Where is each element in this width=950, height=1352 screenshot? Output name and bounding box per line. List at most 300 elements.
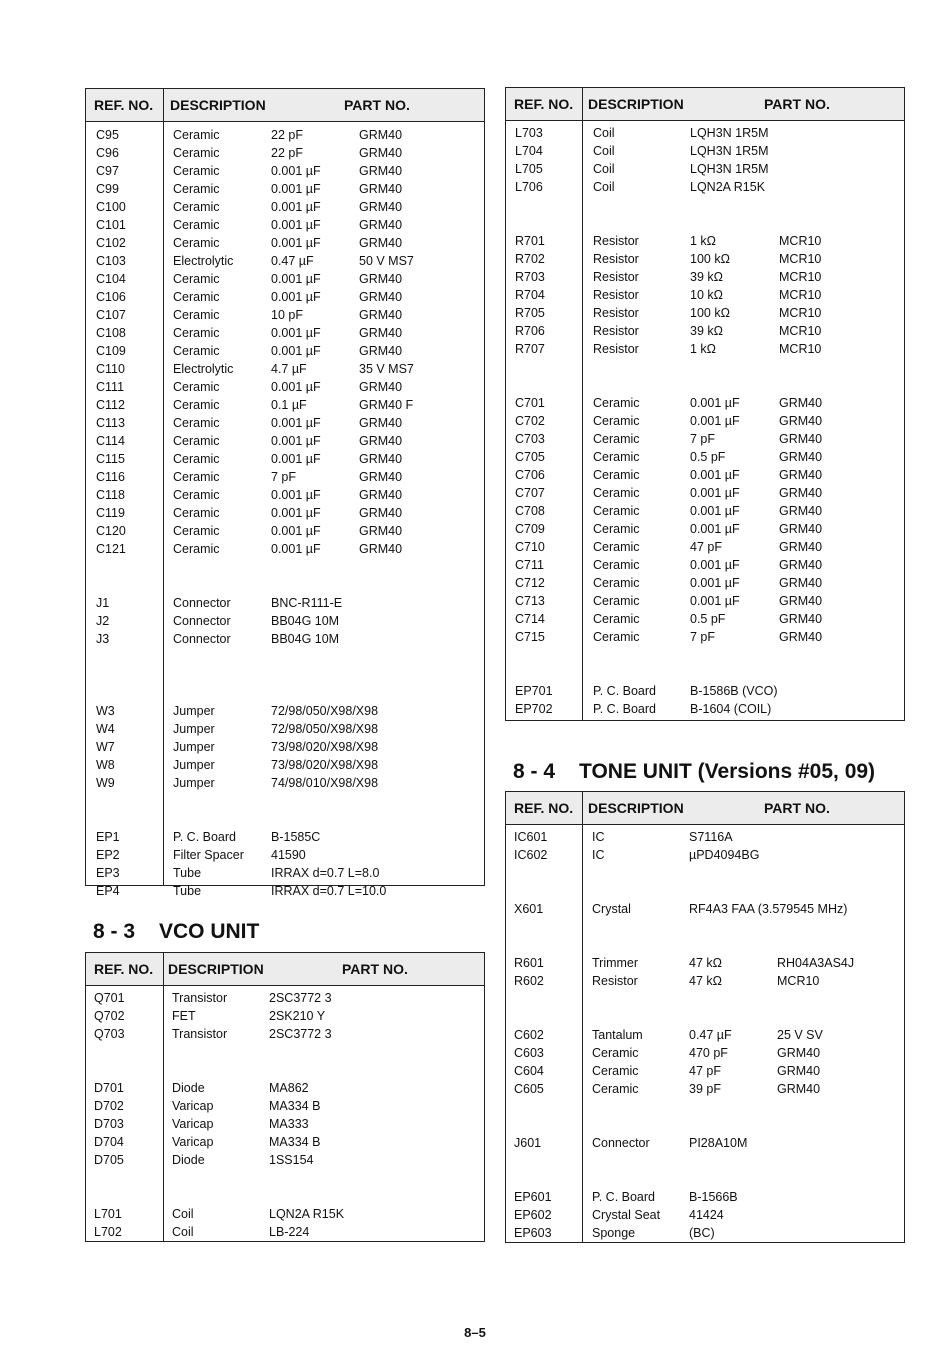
ref-no-cell: W3: [96, 704, 115, 718]
part-no-header: PART NO.: [342, 961, 408, 977]
table-row: [86, 540, 484, 558]
parts-table-main: [85, 88, 485, 898]
description-cell: Ceramic: [593, 612, 640, 626]
ref-no-cell: C112: [96, 398, 125, 412]
part-no-cell: 39 kΩ: [690, 324, 723, 338]
part-type-cell: GRM40: [359, 380, 403, 394]
table-row: [506, 1062, 904, 1080]
ref-no-cell: IC601: [514, 830, 548, 844]
part-no-cell: LQH3N 1R5M: [690, 162, 769, 176]
part-type-cell: GRM40: [359, 218, 403, 232]
description-cell: Resistor: [593, 288, 639, 302]
table-row: [86, 216, 484, 234]
ref-no-cell: EP701: [515, 684, 553, 698]
table-row: [86, 989, 484, 1007]
table-row: [506, 322, 904, 340]
description-cell: Trimmer: [592, 956, 639, 970]
table-row: [86, 234, 484, 252]
description-cell: Resistor: [593, 270, 639, 284]
ref-no-cell: C99: [96, 182, 119, 196]
description-cell: P. C. Board: [593, 702, 657, 716]
ref-no-header: REF. NO.: [94, 97, 154, 113]
ref-no-cell: C120: [96, 524, 126, 538]
table-row: [506, 954, 904, 972]
ref-no-header: REF. NO.: [94, 961, 154, 977]
ref-no-cell: J3: [96, 632, 110, 646]
ref-no-cell: C705: [515, 450, 545, 464]
description-cell: Diode: [172, 1153, 205, 1167]
ref-no-cell: L705: [515, 162, 543, 176]
part-no-cell: 7 pF: [271, 470, 297, 484]
description-cell: Jumper: [173, 740, 215, 754]
description-cell: Resistor: [592, 974, 638, 988]
part-type-cell: GRM40 F: [359, 398, 414, 412]
table-row: [86, 720, 484, 738]
part-no-cell: IRRAX d=0.7 L=10.0: [271, 884, 387, 898]
description-cell: Ceramic: [173, 524, 220, 538]
part-type-cell: GRM40: [359, 164, 403, 178]
description-cell: Ceramic: [593, 450, 640, 464]
part-type-cell: MCR10: [779, 270, 822, 284]
ref-no-cell: C114: [96, 434, 125, 448]
description-cell: Ceramic: [173, 452, 220, 466]
description-cell: Jumper: [173, 776, 215, 790]
description-cell: Ceramic: [593, 630, 640, 644]
table-row: [86, 252, 484, 270]
table-row: [86, 522, 484, 540]
ref-no-cell: R702: [515, 252, 545, 266]
ref-no-cell: C712: [515, 576, 545, 590]
ref-no-cell: C103: [96, 254, 126, 268]
part-no-cell: 0.001 µF: [271, 524, 321, 538]
parts-table-vco: [85, 952, 485, 1242]
part-no-cell: 0.001 µF: [690, 504, 740, 518]
part-no-cell: 22 pF: [271, 146, 303, 160]
part-type-cell: GRM40: [359, 236, 403, 250]
ref-no-cell: D704: [94, 1135, 124, 1149]
description-cell: Crystal: [592, 902, 631, 916]
ref-no-cell: C95: [96, 128, 119, 142]
table-row: [506, 412, 904, 430]
description-cell: Connector: [173, 614, 231, 628]
part-no-header: PART NO.: [764, 96, 830, 112]
description-cell: Ceramic: [173, 416, 220, 430]
description-cell: Coil: [172, 1225, 194, 1239]
part-no-cell: IRRAX d=0.7 L=8.0: [271, 866, 380, 880]
ref-no-cell: C96: [96, 146, 119, 160]
description-cell: Ceramic: [173, 308, 220, 322]
table-row: [506, 142, 904, 160]
part-type-cell: GRM40: [359, 290, 403, 304]
section-title: VCO UNIT: [159, 920, 260, 943]
part-type-cell: GRM40: [359, 200, 403, 214]
part-no-cell: 0.001 µF: [690, 414, 740, 428]
table-row: [86, 828, 484, 846]
description-cell: Varicap: [172, 1117, 214, 1131]
description-cell: Ceramic: [593, 396, 640, 410]
part-type-cell: GRM40: [359, 272, 403, 286]
ref-no-cell: D702: [94, 1099, 124, 1113]
description-cell: Electrolytic: [173, 254, 234, 268]
table-row: [86, 864, 484, 882]
table-row: [86, 180, 484, 198]
table-row: [86, 774, 484, 792]
description-cell: Resistor: [593, 342, 639, 356]
ref-no-cell: EP603: [514, 1226, 552, 1240]
part-type-cell: MCR10: [779, 288, 822, 302]
ref-no-cell: C102: [96, 236, 126, 250]
table-row: [86, 882, 484, 900]
ref-no-cell: C708: [515, 504, 545, 518]
part-no-cell: 47 kΩ: [689, 974, 722, 988]
part-no-cell: 7 pF: [690, 432, 716, 446]
description-cell: Ceramic: [593, 432, 640, 446]
description-cell: FET: [172, 1009, 196, 1023]
part-no-cell: 47 pF: [690, 540, 722, 554]
part-type-cell: GRM40: [359, 452, 403, 466]
part-no-cell: 0.001 µF: [271, 200, 321, 214]
part-no-cell: 0.47 µF: [271, 254, 314, 268]
part-type-cell: GRM40: [779, 468, 823, 482]
description-cell: Ceramic: [173, 542, 220, 556]
parts-table-tone: [505, 791, 905, 1243]
table-row: [506, 160, 904, 178]
description-cell: Ceramic: [593, 576, 640, 590]
table-row: [506, 1080, 904, 1098]
part-no-header: PART NO.: [344, 97, 410, 113]
ref-no-cell: L702: [94, 1225, 122, 1239]
table-row: [506, 556, 904, 574]
ref-no-cell: D703: [94, 1117, 124, 1131]
description-cell: Varicap: [172, 1099, 214, 1113]
part-no-cell: 100 kΩ: [690, 252, 730, 266]
part-no-cell: 47 pF: [689, 1064, 721, 1078]
part-no-cell: 0.001 µF: [690, 468, 740, 482]
description-cell: IC: [592, 848, 605, 862]
part-no-cell: LB-224: [269, 1225, 310, 1239]
table-row: [506, 502, 904, 520]
ref-no-cell: IC602: [514, 848, 548, 862]
ref-no-cell: C702: [515, 414, 545, 428]
table-row: [506, 304, 904, 322]
part-type-cell: MCR10: [779, 252, 822, 266]
ref-no-cell: EP602: [514, 1208, 552, 1222]
part-no-cell: 1 kΩ: [690, 342, 717, 356]
ref-no-cell: R601: [514, 956, 544, 970]
table-row: [86, 1007, 484, 1025]
description-cell: Ceramic: [173, 326, 220, 340]
table-row: [506, 232, 904, 250]
description-cell: Diode: [172, 1081, 205, 1095]
part-no-cell: 0.001 µF: [271, 542, 321, 556]
description-cell: Ceramic: [173, 218, 220, 232]
ref-no-cell: C118: [96, 488, 125, 502]
section-number: 8 - 4: [513, 760, 556, 783]
part-no-cell: LQH3N 1R5M: [690, 144, 769, 158]
description-cell: Ceramic: [173, 236, 220, 250]
ref-no-header: REF. NO.: [514, 96, 574, 112]
part-no-cell: 4.7 µF: [271, 362, 307, 376]
table-row: [506, 394, 904, 412]
part-type-cell: GRM40: [779, 612, 823, 626]
part-no-cell: 0.001 µF: [271, 506, 321, 520]
description-header: DESCRIPTION: [168, 961, 264, 977]
table-row: [86, 324, 484, 342]
ref-no-cell: C108: [96, 326, 126, 340]
ref-no-cell: C109: [96, 344, 126, 358]
part-no-cell: 7 pF: [690, 630, 716, 644]
table-row: [506, 538, 904, 556]
ref-no-cell: W7: [96, 740, 115, 754]
ref-no-cell: X601: [514, 902, 544, 916]
description-cell: Ceramic: [592, 1064, 639, 1078]
table-row: [86, 630, 484, 648]
ref-no-cell: W8: [96, 758, 115, 772]
description-cell: Coil: [593, 180, 615, 194]
description-cell: Ceramic: [173, 488, 220, 502]
ref-no-header: REF. NO.: [514, 800, 574, 816]
ref-no-cell: C714: [515, 612, 545, 626]
part-no-cell: 0.001 µF: [271, 434, 321, 448]
ref-no-cell: R706: [515, 324, 545, 338]
table-row: [506, 340, 904, 358]
description-cell: P. C. Board: [592, 1190, 656, 1204]
description-cell: Tube: [173, 866, 202, 880]
part-no-cell: (BC): [689, 1226, 715, 1240]
parts-table-vco-cont: [505, 87, 905, 721]
ref-no-cell: C605: [514, 1082, 544, 1096]
description-cell: Resistor: [593, 252, 639, 266]
description-header: DESCRIPTION: [170, 97, 266, 113]
table-row: [506, 1224, 904, 1242]
part-no-cell: 0.001 µF: [271, 272, 321, 286]
part-type-cell: GRM40: [777, 1046, 821, 1060]
part-no-cell: B-1566B: [689, 1190, 738, 1204]
part-no-cell: 39 pF: [689, 1082, 721, 1096]
table-row: [86, 1025, 484, 1043]
part-type-cell: GRM40: [777, 1064, 821, 1078]
part-type-cell: GRM40: [359, 506, 403, 520]
description-cell: P. C. Board: [593, 684, 657, 698]
table-row: [86, 306, 484, 324]
ref-no-cell: C121: [96, 542, 126, 556]
part-no-cell: 0.001 µF: [690, 486, 740, 500]
description-cell: Ceramic: [593, 522, 640, 536]
description-cell: Crystal Seat: [592, 1208, 661, 1222]
part-no-cell: 0.5 pF: [690, 450, 726, 464]
table-row: [506, 1044, 904, 1062]
part-type-cell: GRM40: [779, 450, 823, 464]
part-type-cell: GRM40: [359, 542, 403, 556]
table-row: [506, 828, 904, 846]
ref-no-cell: C711: [515, 558, 544, 572]
part-no-cell: LQN2A R15K: [690, 180, 766, 194]
ref-no-cell: C110: [96, 362, 125, 376]
ref-no-cell: J1: [96, 596, 110, 610]
part-no-cell: 2SC3772 3: [269, 991, 332, 1005]
description-cell: Ceramic: [173, 290, 220, 304]
table-row: [86, 414, 484, 432]
table-row: [86, 126, 484, 144]
ref-no-cell: C104: [96, 272, 126, 286]
part-no-cell: PI28A10M: [689, 1136, 748, 1150]
ref-no-cell: C706: [515, 468, 545, 482]
part-no-cell: 470 pF: [689, 1046, 728, 1060]
part-type-cell: GRM40: [359, 524, 403, 538]
table-row: [86, 360, 484, 378]
ref-no-cell: EP4: [96, 884, 120, 898]
ref-no-cell: C107: [96, 308, 126, 322]
description-cell: Ceramic: [173, 344, 220, 358]
part-no-cell: 10 pF: [271, 308, 303, 322]
ref-no-cell: R707: [515, 342, 545, 356]
part-no-cell: 0.001 µF: [271, 236, 321, 250]
table-row: [86, 738, 484, 756]
table-row: [86, 1223, 484, 1241]
ref-no-cell: W9: [96, 776, 115, 790]
ref-no-cell: C707: [515, 486, 545, 500]
table-row: [86, 846, 484, 864]
description-cell: Ceramic: [173, 398, 220, 412]
table-row: [506, 610, 904, 628]
part-no-cell: 1SS154: [269, 1153, 314, 1167]
description-header: DESCRIPTION: [588, 96, 684, 112]
part-no-cell: MA334 B: [269, 1099, 321, 1113]
description-cell: Ceramic: [593, 504, 640, 518]
part-type-cell: MCR10: [779, 324, 822, 338]
table-row: [86, 198, 484, 216]
ref-no-cell: C116: [96, 470, 125, 484]
part-no-cell: 47 kΩ: [689, 956, 722, 970]
part-no-cell: RF4A3 FAA (3.579545 MHz): [689, 902, 848, 916]
part-type-cell: GRM40: [779, 630, 823, 644]
description-cell: Ceramic: [592, 1046, 639, 1060]
description-cell: Ceramic: [173, 434, 220, 448]
ref-no-cell: C119: [96, 506, 125, 520]
table-row: [86, 1133, 484, 1151]
table-row: [506, 520, 904, 538]
ref-no-cell: C111: [96, 380, 125, 394]
section-number: 8 - 3: [93, 920, 136, 943]
table-row: [506, 1206, 904, 1224]
ref-no-cell: EP2: [96, 848, 120, 862]
description-cell: Coil: [593, 126, 615, 140]
part-no-cell: 72/98/050/X98/X98: [271, 722, 379, 736]
part-type-cell: GRM40: [779, 396, 823, 410]
description-cell: Ceramic: [593, 540, 640, 554]
part-type-cell: GRM40: [359, 434, 403, 448]
part-no-cell: 0.5 pF: [690, 612, 726, 626]
description-cell: Tube: [173, 884, 202, 898]
description-cell: Ceramic: [173, 146, 220, 160]
part-type-cell: 50 V MS7: [359, 254, 414, 268]
description-cell: Coil: [593, 144, 615, 158]
table-row: [506, 430, 904, 448]
description-cell: Ceramic: [173, 272, 220, 286]
part-no-cell: B-1586B (VCO): [690, 684, 778, 698]
part-type-cell: GRM40: [779, 504, 823, 518]
description-cell: Coil: [172, 1207, 194, 1221]
ref-no-cell: C603: [514, 1046, 544, 1060]
table-row: [86, 1079, 484, 1097]
ref-no-cell: R705: [515, 306, 545, 320]
part-no-cell: 2SK210 Y: [269, 1009, 326, 1023]
part-no-cell: 1 kΩ: [690, 234, 717, 248]
ref-no-cell: C715: [515, 630, 545, 644]
table-row: [506, 628, 904, 646]
table-row: [86, 612, 484, 630]
ref-no-cell: C106: [96, 290, 126, 304]
ref-no-cell: C710: [515, 540, 545, 554]
description-cell: IC: [592, 830, 605, 844]
ref-no-cell: R703: [515, 270, 545, 284]
description-cell: Ceramic: [173, 380, 220, 394]
description-cell: Varicap: [172, 1135, 214, 1149]
table-row: [86, 594, 484, 612]
table-row: [86, 378, 484, 396]
part-no-cell: 74/98/010/X98/X98: [271, 776, 379, 790]
part-type-cell: GRM40: [359, 326, 403, 340]
table-row: [86, 1115, 484, 1133]
table-row: [506, 592, 904, 610]
table-row: [506, 700, 904, 718]
part-type-cell: GRM40: [779, 432, 823, 446]
part-type-cell: GRM40: [779, 540, 823, 554]
part-no-cell: 0.001 µF: [690, 396, 740, 410]
ref-no-cell: D701: [94, 1081, 124, 1095]
part-type-cell: GRM40: [359, 344, 403, 358]
ref-no-cell: C709: [515, 522, 545, 536]
part-no-cell: 22 pF: [271, 128, 303, 142]
table-row: [86, 396, 484, 414]
part-no-cell: 2SC3772 3: [269, 1027, 332, 1041]
ref-no-cell: C100: [96, 200, 126, 214]
part-no-cell: 41424: [689, 1208, 724, 1222]
table-row: [86, 270, 484, 288]
ref-no-cell: C703: [515, 432, 545, 446]
part-type-cell: 35 V MS7: [359, 362, 414, 376]
description-cell: Jumper: [173, 722, 215, 736]
tone-unit-heading: [513, 760, 875, 784]
table-row: [86, 504, 484, 522]
part-type-cell: 25 V SV: [777, 1028, 823, 1042]
part-no-cell: 72/98/050/X98/X98: [271, 704, 379, 718]
ref-no-cell: J601: [514, 1136, 542, 1150]
table-row: [506, 448, 904, 466]
description-cell: Resistor: [593, 234, 639, 248]
part-type-cell: GRM40: [779, 486, 823, 500]
part-type-cell: MCR10: [779, 342, 822, 356]
part-type-cell: GRM40: [359, 488, 403, 502]
table-row: [506, 1134, 904, 1152]
ref-no-cell: C97: [96, 164, 119, 178]
vco-unit-heading: [93, 920, 259, 944]
part-no-cell: S7116A: [689, 830, 733, 844]
ref-no-cell: R701: [515, 234, 545, 248]
description-cell: Connector: [592, 1136, 650, 1150]
table-row: [506, 1188, 904, 1206]
part-no-cell: 0.001 µF: [690, 594, 740, 608]
part-no-cell: MA333: [269, 1117, 309, 1131]
part-no-cell: 0.001 µF: [690, 576, 740, 590]
description-cell: Ceramic: [593, 414, 640, 428]
table-row: [506, 466, 904, 484]
part-no-cell: µPD4094BG: [689, 848, 760, 862]
part-type-cell: GRM40: [779, 594, 823, 608]
part-no-cell: 0.001 µF: [271, 488, 321, 502]
part-no-cell: 0.001 µF: [271, 452, 321, 466]
part-no-cell: 0.001 µF: [271, 290, 321, 304]
